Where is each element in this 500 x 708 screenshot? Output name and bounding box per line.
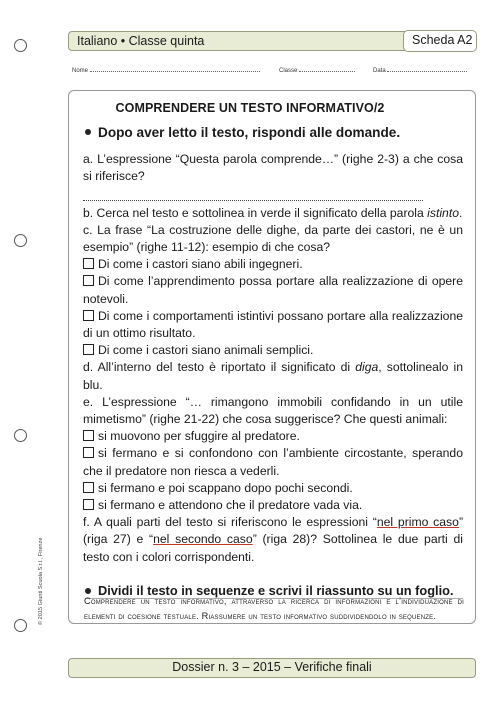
option-e-3 [83, 480, 463, 497]
instruction-1 [83, 124, 463, 141]
option-c-4 [83, 342, 463, 359]
option-label: Di come i castori siano abili ingegneri. [98, 257, 303, 272]
data-field [373, 66, 467, 74]
underlined-phrase-2: nel secondo caso [153, 532, 253, 547]
option-label: Di come l’apprendimento possa portare alla realizzazione di opere notevoli. [83, 274, 463, 306]
question-f [83, 514, 463, 566]
question-b-end: . [459, 205, 463, 220]
question-f-text: f. A quali parti del testo si riferiscono le espressioni “ [83, 515, 377, 530]
bullet-icon [85, 588, 91, 594]
option-label: si muovono per sfuggire al predatore. [98, 429, 300, 444]
option-label: si fermano e si confondono con l’ambiente circostante, sperando che il predatore non riesca a vederli. [83, 446, 463, 478]
bullet-icon [85, 129, 91, 135]
question-e: e. L’espressione “… rimangono immobili confidando in un utile mimetismo” (righe 21-22) che cosa suggerisce? Che questi animali: [83, 394, 463, 427]
learning-objective: Comprendere un testo informativo, attraverso la ricerca di informazioni e l’individuazione di elementi di coesione testuale. Riassumere un testo informativo suddividendolo in sequenze. [84, 596, 464, 621]
option-e-2 [83, 445, 463, 479]
option-e-4 [83, 497, 463, 514]
binder-hole [14, 234, 27, 247]
instruction-1-text: Dopo aver letto il testo, rispondi alle domande. [98, 125, 401, 140]
student-fields [72, 66, 260, 74]
answer-line[interactable] [83, 190, 423, 201]
question-d-end: , sottolinealo in blu. [83, 360, 463, 392]
copyright: © 2015 Giunti Scuola S.r.l., Firenze [38, 537, 44, 625]
classe-line[interactable] [299, 66, 355, 72]
classe-field [279, 66, 355, 74]
binder-hole [14, 619, 27, 632]
question-b [83, 205, 463, 222]
option-label: Di come i castori siano animali semplici. [98, 343, 314, 358]
option-label: Di come i comportamenti istintivi possano portare alla realizzazione di un ottimo risultato. [83, 308, 463, 341]
scheda-tab [403, 30, 477, 52]
underlined-phrase-1: nel primo caso [376, 515, 459, 530]
footer-text: Dossier n. 3 – 2015 – Verifiche finali [172, 660, 372, 674]
option-c-3 [83, 308, 463, 342]
option-label: si fermano e poi scappano dopo pochi secondi. [98, 480, 353, 495]
checkbox[interactable] [83, 310, 94, 321]
option-e-1 [83, 428, 463, 445]
question-f-text-3: ” (riga 28)? Sottolinea le due parti di testo con i colori corrispondenti. [83, 532, 463, 564]
section-title: COMPRENDERE UN TESTO INFORMATIVO/2 [115, 101, 385, 115]
question-d-text: d. All’interno del testo è riportato il significato di [83, 360, 356, 375]
question-d-word: diga [355, 360, 379, 375]
nome-label: Nome [72, 68, 89, 74]
checkbox[interactable] [83, 430, 94, 441]
option-c-2 [83, 273, 463, 307]
footer-bar [68, 658, 476, 678]
checkbox[interactable] [83, 447, 94, 458]
data-label: Data [373, 68, 386, 74]
header-title: Italiano • Classe quinta [77, 34, 205, 48]
question-b-word: istinto [427, 205, 459, 220]
option-c-1 [83, 256, 463, 273]
checkbox[interactable] [83, 344, 94, 355]
question-c: c. La frase “La costruzione delle dighe, da parte dei castori, ne è un esempio” (righe 11-12): esempio di che cosa? [83, 222, 463, 255]
data-line[interactable] [387, 66, 467, 72]
classe-label: Classe [279, 68, 298, 74]
checkbox[interactable] [83, 482, 94, 493]
option-label: si fermano e attendono che il predatore vada via. [98, 498, 363, 513]
worksheet-content [83, 120, 463, 599]
checkbox[interactable] [83, 258, 94, 269]
checkbox[interactable] [83, 499, 94, 510]
binder-hole [14, 429, 27, 442]
question-b-text: b. Cerca nel testo e sottolinea in verde il significato della parola [83, 205, 428, 220]
scheda-label: Scheda A2 [412, 33, 473, 47]
question-d [83, 359, 463, 393]
nome-line[interactable] [90, 66, 260, 72]
binder-hole [14, 39, 27, 52]
question-f-text-2: ” (riga 27) e “ [83, 515, 463, 547]
checkbox[interactable] [83, 275, 94, 286]
question-a: a. L’espressione “Questa parola comprende…” (righe 2-3) a che cosa si riferisce? [83, 152, 463, 184]
instruction-2-text: Dividi il testo in sequenze e scrivi il riassunto su un foglio. [98, 582, 454, 598]
